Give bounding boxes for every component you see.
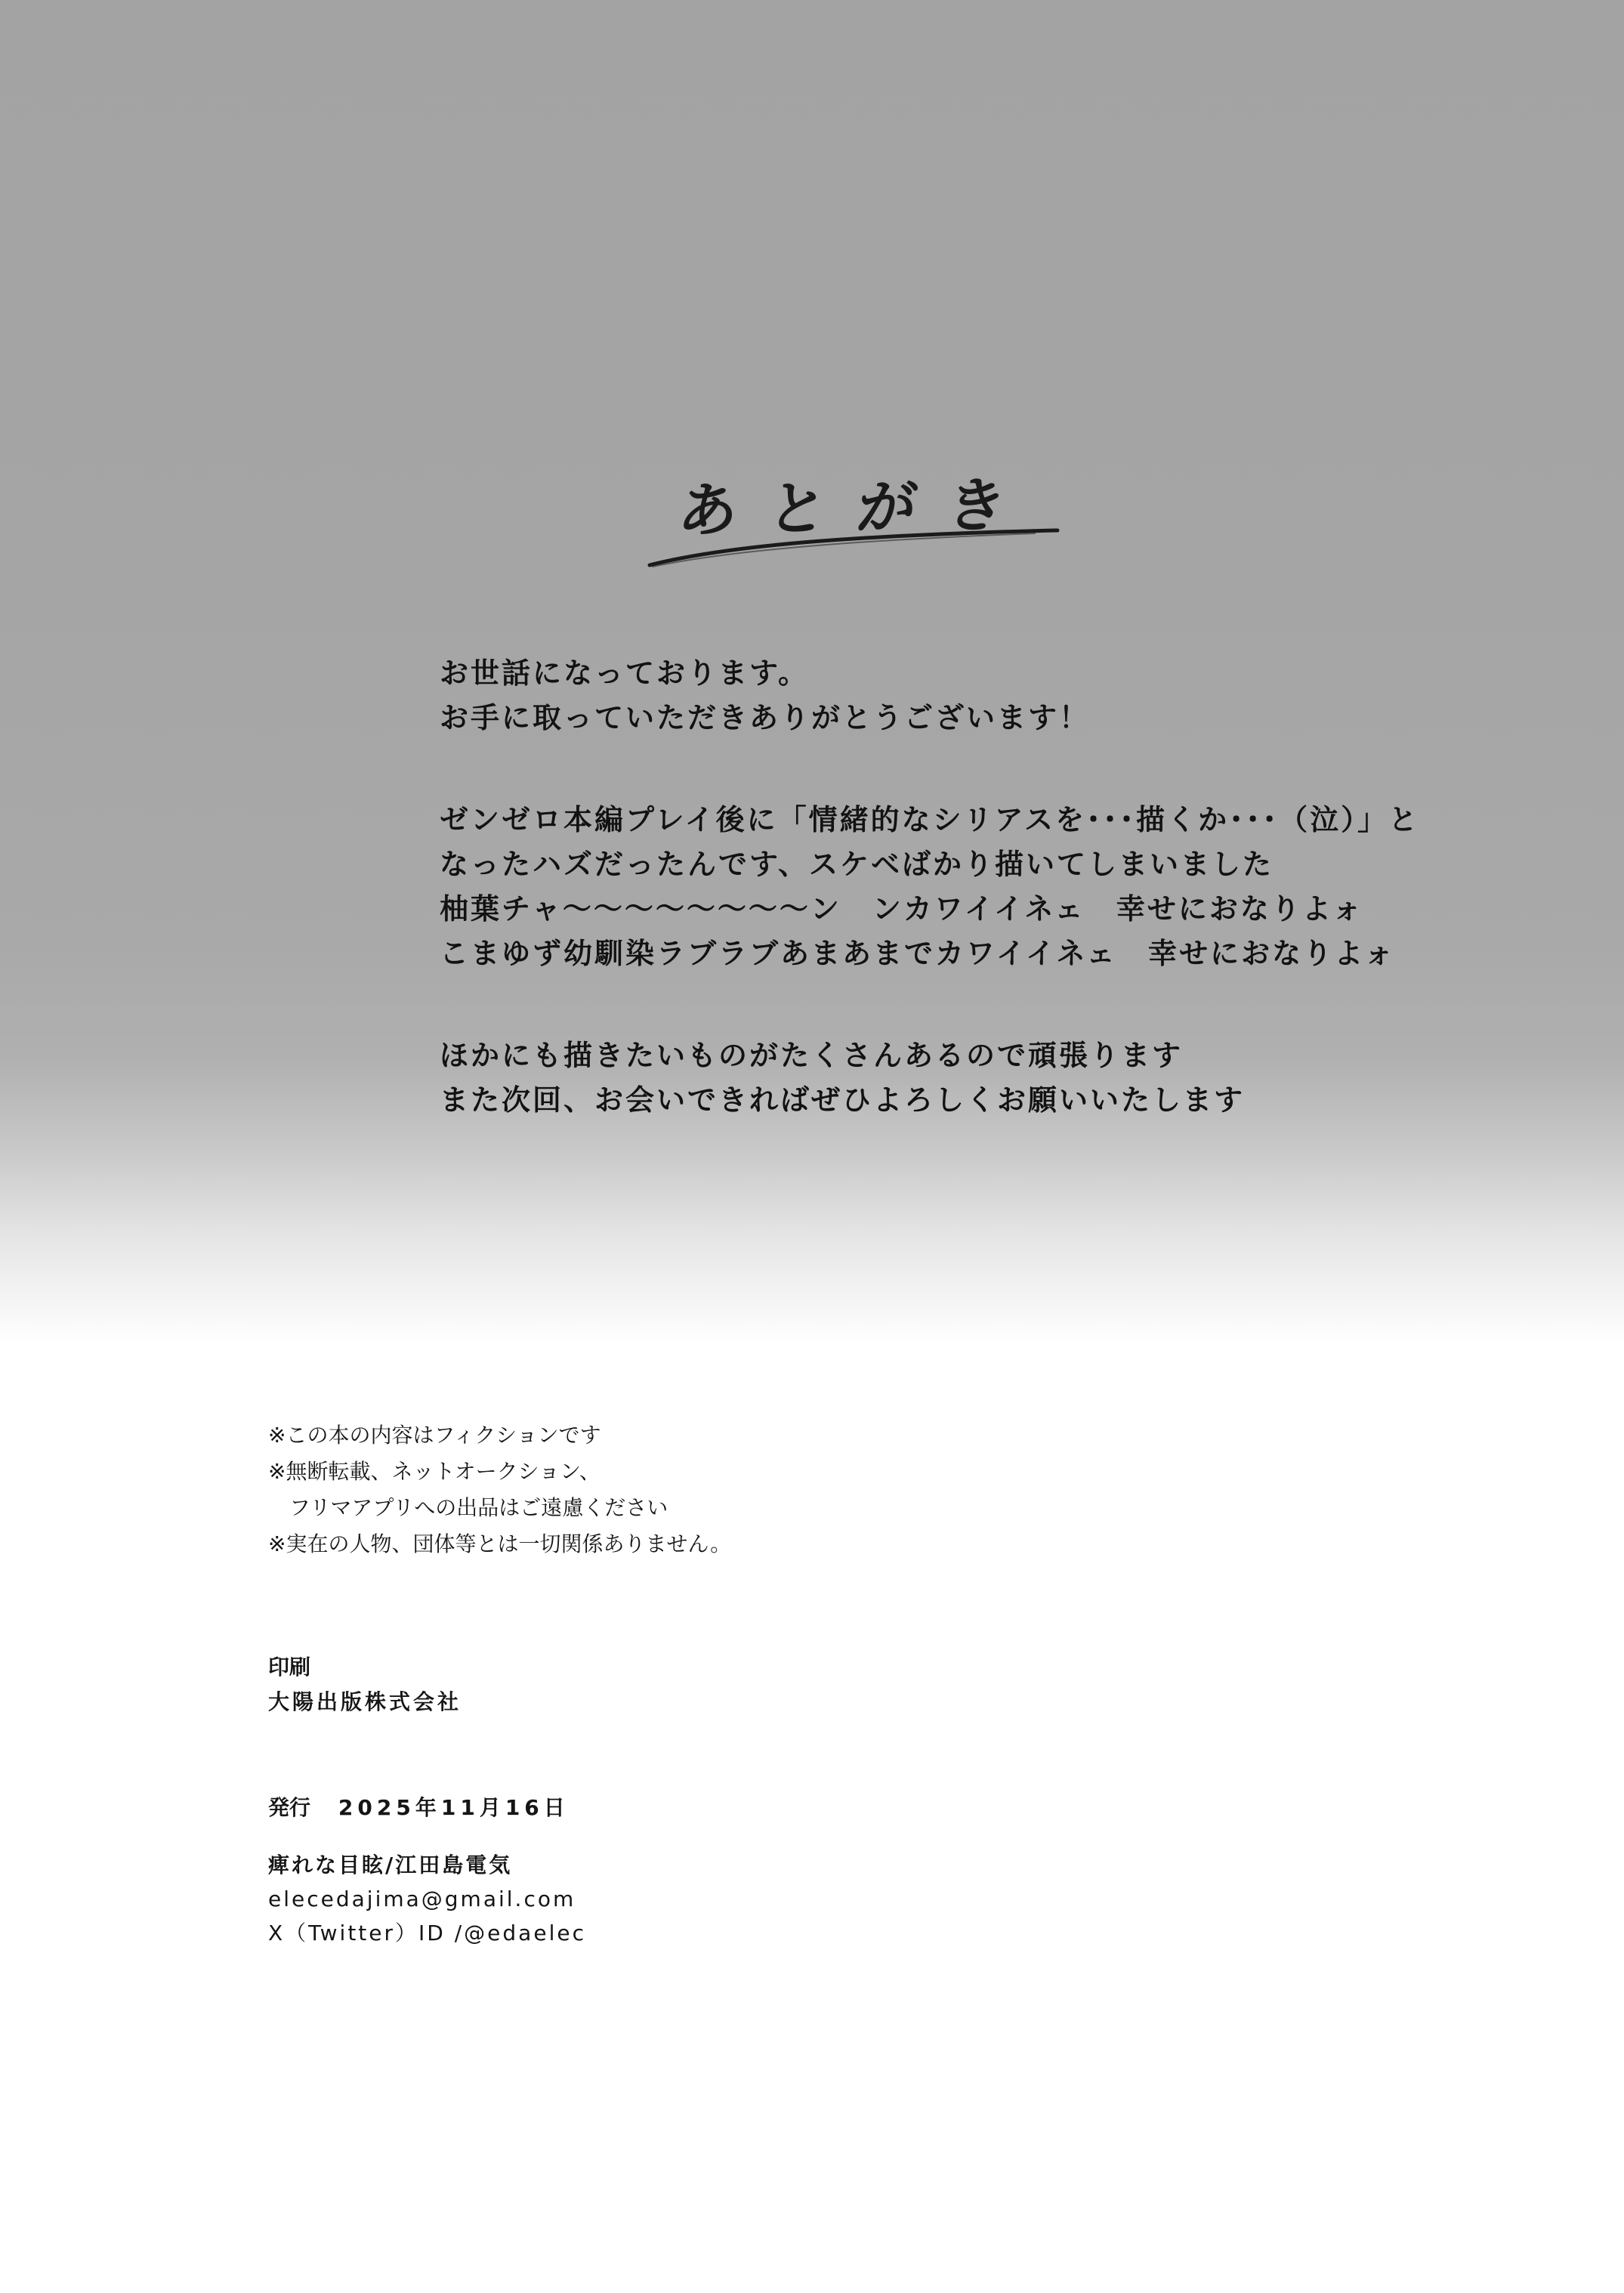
afterword-line: お世話になっております。 [440, 657, 809, 690]
circle-name: 痺れな目眩/江田島電気 [268, 1853, 513, 1877]
afterword-line: お手に取っていただきありがとうございます！ [440, 701, 1091, 734]
disclaimer-no-reprint: ※無断転載、ネットオークション、 [268, 1459, 601, 1484]
afterword-title: あとがき [675, 470, 1041, 546]
contact-info [268, 1848, 586, 1950]
afterword-line: こまゆず幼馴染ラブラブあまあまでカワイイネェ 幸せにおなりよォ [440, 937, 1396, 970]
printing-label: 印刷 [268, 1655, 311, 1680]
disclaimer-no-resale: フリマアプリへの出品はご遠慮ください [289, 1495, 668, 1520]
contact-twitter: X（Twitter）ID /@edaelec [268, 1921, 586, 1945]
printing-company: 大陽出版株式会社 [268, 1689, 462, 1714]
issue-label: 発行 [268, 1795, 311, 1820]
paragraph-gap [440, 740, 1422, 798]
printing-info [268, 1650, 462, 1720]
contact-email: elecedajima@gmail.com [268, 1887, 576, 1911]
afterword-line: 柚葉チャ～～～～～～～～ン ンカワイイネェ 幸せにおなりよォ [440, 892, 1364, 926]
issue-date: 2025年11月16日 [338, 1795, 570, 1820]
afterword-line: ほかにも描きたいものがたくさんあるので頑張ります [440, 1039, 1184, 1072]
disclaimer-notes [268, 1417, 731, 1562]
afterword-line: ゼンゼロ本編プレイ後に「情緒的なシリアスを･･･描くか･･･（泣）」と [440, 803, 1420, 836]
disclaimer-fiction: ※この本の内容はフィクションです [268, 1423, 601, 1448]
paragraph-gap [440, 976, 1422, 1034]
title-underline-stroke [642, 521, 1065, 574]
afterword-line: なったハズだったんです、スケベばかり描いてしまいました [440, 848, 1274, 881]
afterword-line: また次回、お会いできればぜひよろしくお願いいたします [440, 1083, 1246, 1117]
afterword-body [440, 651, 1422, 1123]
disclaimer-unrelated: ※実在の人物、団体等とは一切関係ありません。 [268, 1531, 732, 1556]
issue-info [268, 1791, 570, 1825]
